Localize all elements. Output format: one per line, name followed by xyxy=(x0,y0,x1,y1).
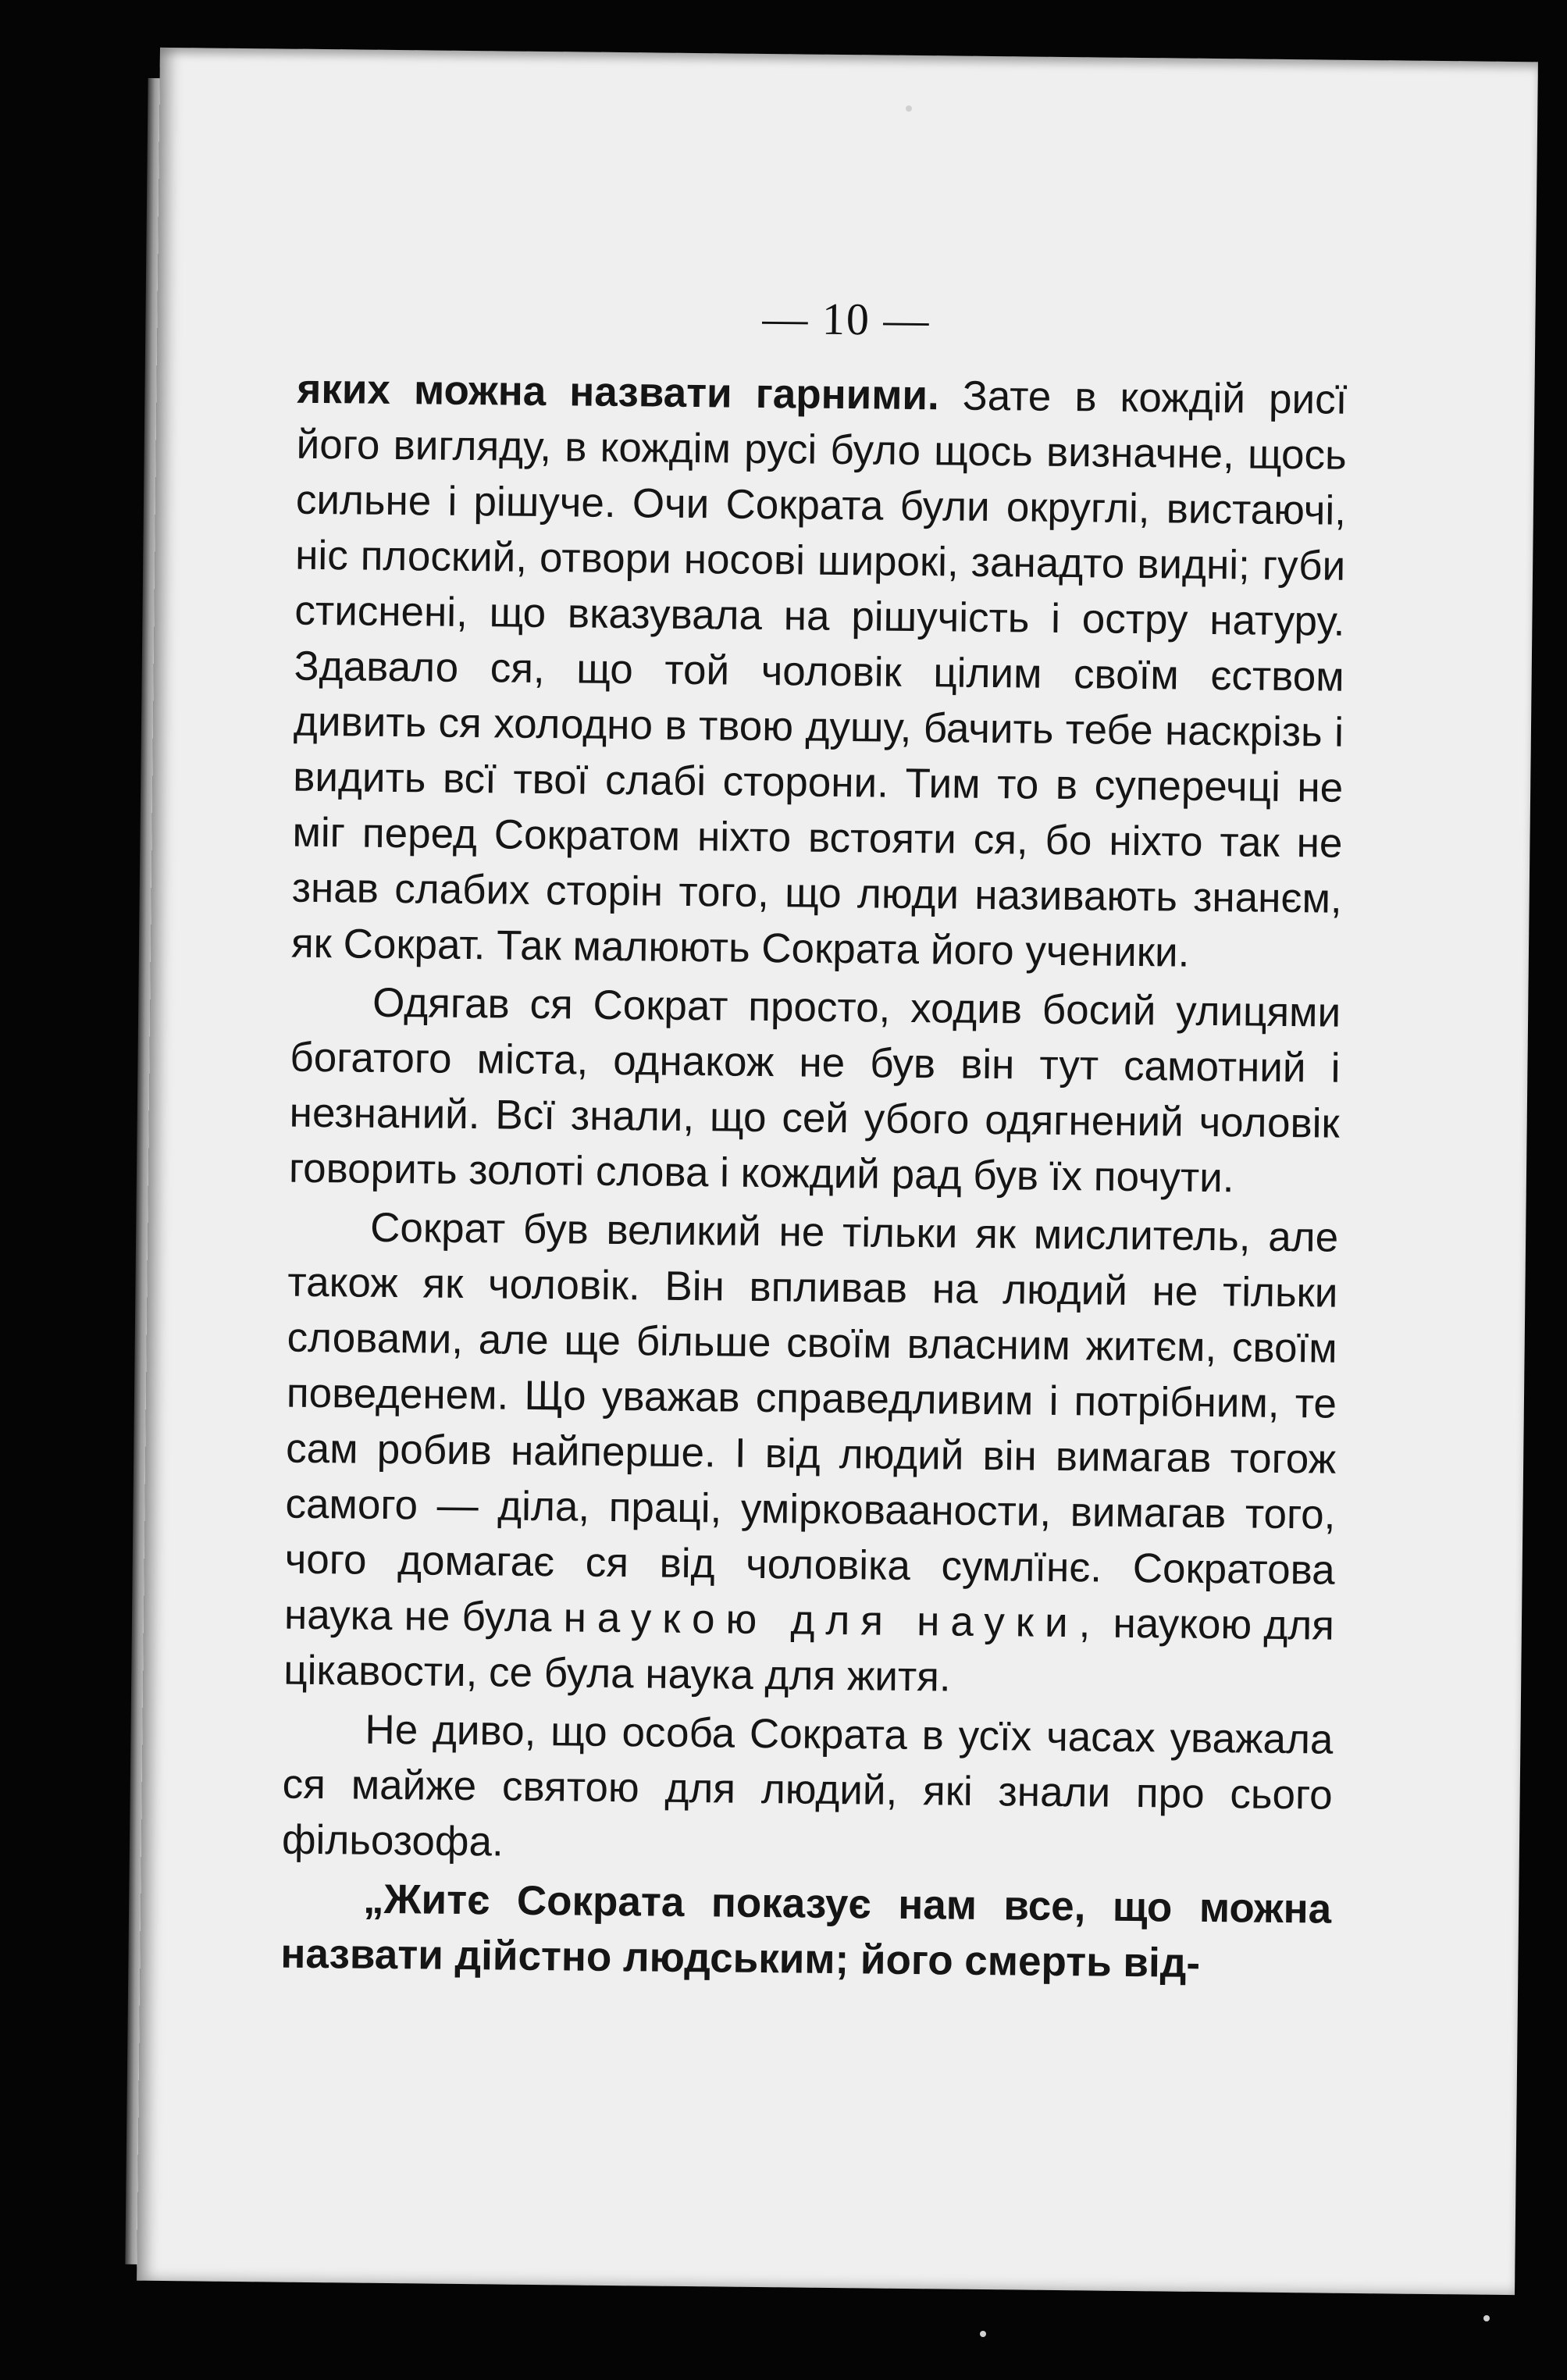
paragraph-1 xyxy=(291,362,1348,982)
paragraph-3-spaced-emphasis: наукою для науки, xyxy=(563,1594,1102,1647)
page-number: — 10 — xyxy=(762,292,931,346)
paragraph-2: Одягав ся Сократ просто, ходив босий улицями богатого міста, однакож не був він тут самотний і незнаний. Всї знали, що сей убого одягнений чоловік говорить золоті слова і кождий рад був їх почути. xyxy=(288,979,1341,1202)
paragraph-3-text-before: Сократ був великий не тільки як мислитель, але також як чоловік. Він впливав на людий не тільки словами, але ще більше своїм власним житєм, своїм поведенем. Що уважав справедливим і потрібним, те сам робив найперше. І від людий він вимагав тогож самого — діла, праці, умірковаaности, вимагав того, чого домагає ся від чоловіка сумлїнє. Сократова наука не була xyxy=(283,1204,1339,1641)
paragraph-3 xyxy=(283,1199,1339,1709)
dust-speck xyxy=(1483,2315,1490,2321)
dust-speck xyxy=(906,105,912,112)
dust-speck xyxy=(980,2331,986,2337)
book-page xyxy=(137,48,1538,2295)
paragraph-5: „Житє Сократа показує нам все, що можна назвати дійстно людським; його смерть від- xyxy=(280,1876,1332,1986)
body-text xyxy=(280,362,1348,1996)
paragraph-3-text-after: наукою для цікавости, се була наука для житя. xyxy=(283,1600,1335,1701)
paragraph-1-lead: яких можна назвати гарними. xyxy=(297,365,940,419)
paragraph-4: Не диво, що особа Сократа в усїх часах уважала ся майже святою для людий, які знали про сього фільозофа. xyxy=(281,1706,1334,1865)
paragraph-1-text: Зате в кождій рисї його вигляду, в кождім русі було щось визначне, щось сильне і рішуче. Очи Сократа були округлі, вистаючі, ніс плоский, отвори носові широкі, занадто видні; губи стиснені, що вказувала на рішучість і остру натуру. Здавало ся, що той чоловік цілим своїм єством дивить ся холодно в твою душу, бачить тебе наскрізь і видить всї твої слабі сторони. Тим то в суперечці не міг перед Сократом ніхто встояти ся, бо ніхто так не знав слабих сторін того, що люди називають знанєм, як Сократ. Так малюють Сократа його ученики. xyxy=(290,372,1348,976)
